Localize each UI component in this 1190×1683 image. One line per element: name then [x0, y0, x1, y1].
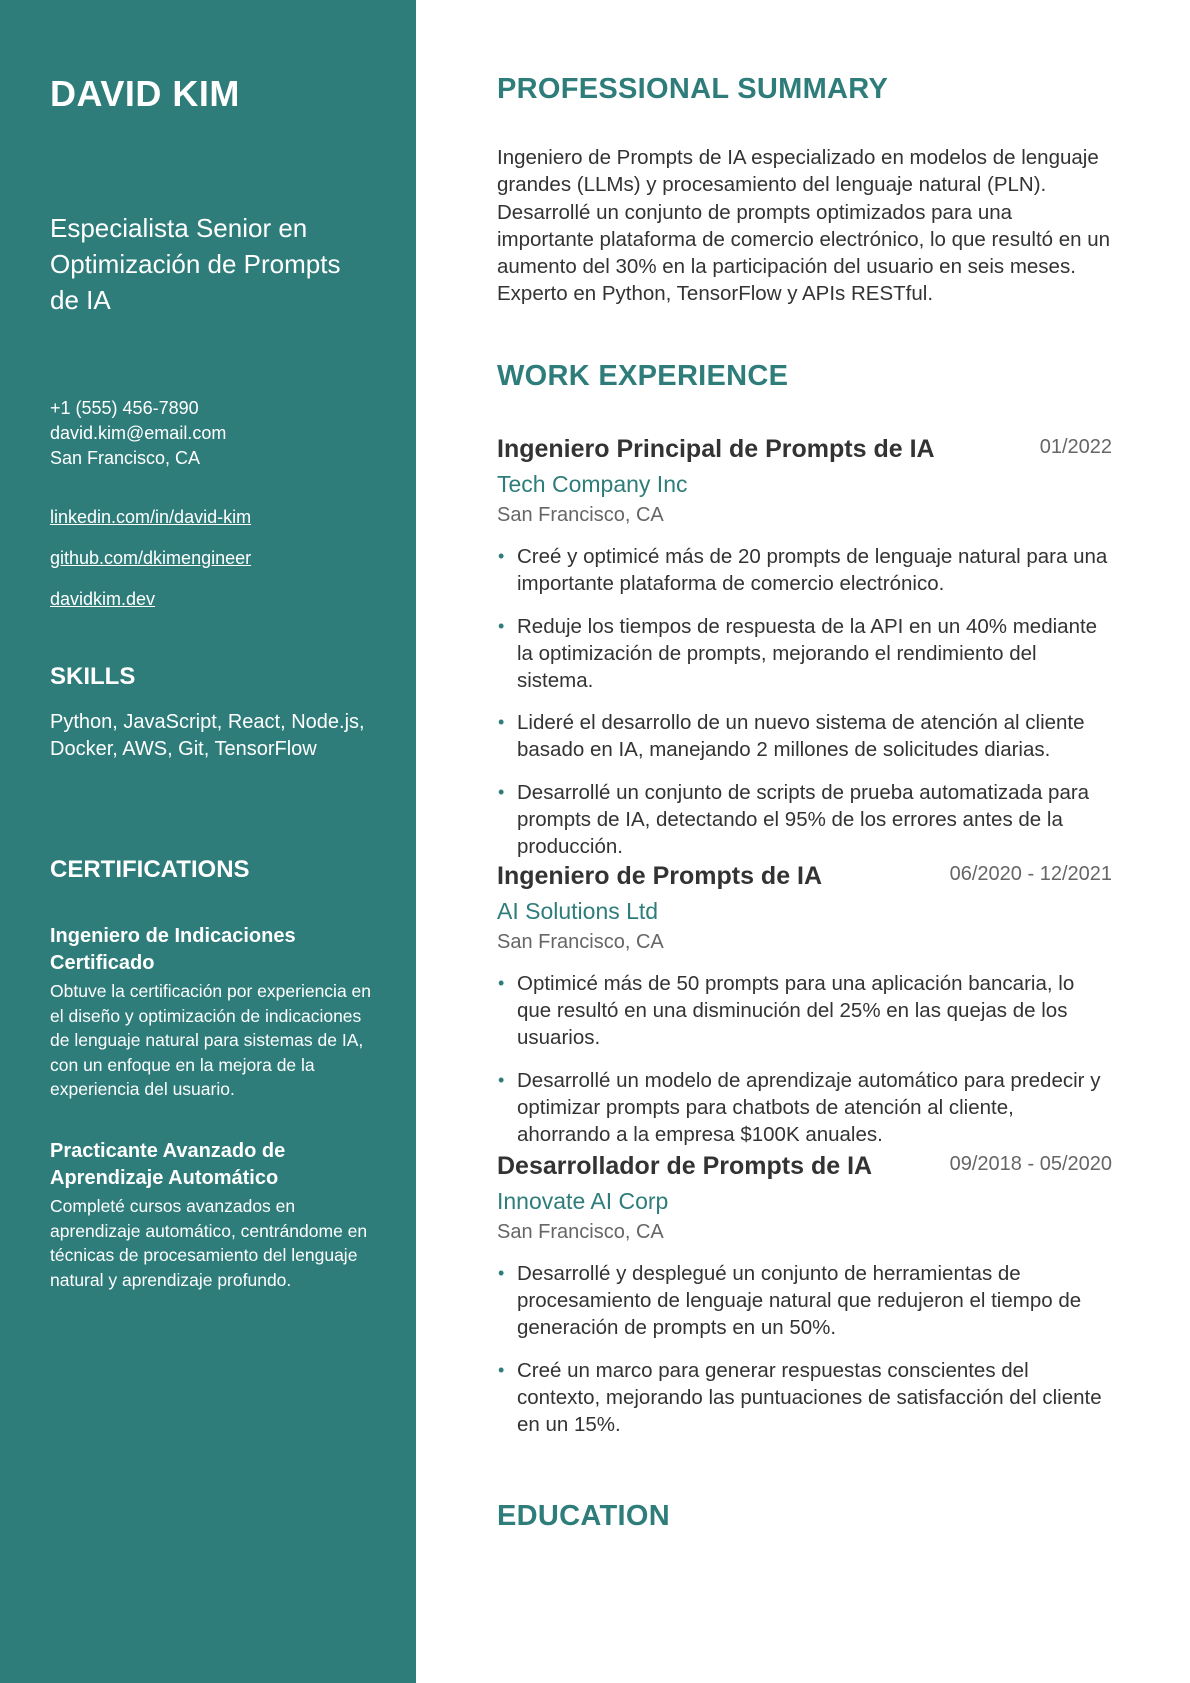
job-entry — [497, 859, 1112, 1163]
certifications-heading: CERTIFICATIONS — [50, 856, 250, 883]
bullet-icon: • — [498, 615, 505, 636]
email-address: david.kim@email.com — [50, 423, 227, 443]
job-bullet: • Desarrollé un modelo de aprendizaje automático para predecir y optimizar prompts para chatbots de atención al cliente, ahorrando a la empresa $100K anuales. — [498, 1068, 1101, 1146]
bullet-icon: • — [498, 1359, 505, 1380]
sidebar — [0, 0, 416, 1683]
linkedin-link[interactable]: linkedin.com/in/david-kim — [50, 507, 252, 527]
experience-heading: WORK EXPERIENCE — [497, 360, 789, 392]
job-bullet: • Creé y optimicé más de 20 prompts de lenguaje natural para una importante plataforma de comercio electrónico. — [498, 545, 1108, 595]
job-company: AI Solutions Ltd — [497, 898, 659, 924]
job-bullet: • Creé un marco para generar respuestas conscientes del contexto, mejorando las puntuaciones de satisfacción del cliente en un 15%. — [498, 1358, 1102, 1436]
summary-heading: PROFESSIONAL SUMMARY — [497, 73, 889, 105]
phone-number: +1 (555) 456-7890 — [50, 398, 199, 418]
location: San Francisco, CA — [50, 448, 201, 468]
job-bullets — [497, 543, 1112, 860]
profile-links — [50, 505, 251, 628]
summary-text: Ingeniero de Prompts de IA especializado en modelos de lenguaje grandes (LLMs) y procesamiento del lenguaje natural (PLN). Desarrollé un conjunto de prompts optimizados para una importante plataforma de comercio electrónico, lo que resultó en un aumento del 30% en la participación del usuario en seis meses. Experto en Python, TensorFlow y APIs RESTful. — [497, 146, 1111, 306]
job-entry — [497, 432, 1112, 875]
job-company: Tech Company Inc — [497, 471, 688, 497]
job-bullet: • Reduje los tiempos de respuesta de la API en un 40% mediante la optimización de prompts, mejorando el rendimiento del sistema. — [498, 614, 1098, 692]
job-date: 01/2022 — [1039, 436, 1112, 458]
certification-description: Completé cursos avanzados en aprendizaje automático, centrándome en técnicas de procesamiento del lenguaje natural y aprendizaje profundo. — [50, 1196, 368, 1290]
certification-title: Practicante Avanzado de Aprendizaje Automático — [50, 1140, 286, 1189]
website-link[interactable]: davidkim.dev — [50, 589, 156, 609]
job-date: 09/2018 - 05/2020 — [949, 1153, 1112, 1175]
job-title: Ingeniero de Prompts de IA — [497, 862, 823, 890]
job-bullet: • Lideré el desarrollo de un nuevo sistema de atención al cliente basado en IA, manejando 2 millones de solicitudes diarias. — [498, 711, 1085, 761]
github-link[interactable]: github.com/dkimengineer — [50, 548, 252, 568]
job-company: Innovate AI Corp — [497, 1188, 669, 1214]
job-bullets — [497, 970, 1112, 1148]
certification-description: Obtuve la certificación por experiencia en el diseño y optimización de indicaciones de lenguaje natural para sistemas de IA, con un enfoque en la mejora de la experiencia del usuario. — [50, 981, 372, 1099]
job-title: Desarrollador de Prompts de IA — [497, 1152, 873, 1180]
bullet-icon: • — [498, 1263, 505, 1283]
job-location: San Francisco, CA — [497, 504, 664, 526]
skills-list: Python, JavaScript, React, Node.js, Docker, AWS, Git, TensorFlow — [50, 711, 365, 760]
job-bullet: • Optimicé más de 50 prompts para una aplicación bancaria, lo que resultó en una disminución del 25% en las quejas de los usuarios. — [498, 972, 1075, 1049]
certification-title: Ingeniero de Indicaciones Certificado — [50, 925, 296, 974]
job-entry — [497, 1149, 1112, 1453]
candidate-headline: Especialista Senior en Optimización de Prompts de IA — [50, 213, 341, 315]
job-date: 06/2020 - 12/2021 — [949, 863, 1112, 885]
bullet-icon: • — [498, 546, 505, 566]
bullet-icon: • — [498, 973, 505, 993]
education-heading: EDUCATION — [497, 1500, 670, 1532]
bullet-icon: • — [498, 712, 505, 732]
bullet-icon: • — [498, 1069, 505, 1090]
certification-item — [50, 923, 375, 1102]
contact-info — [50, 396, 226, 471]
skills-heading: SKILLS — [50, 663, 136, 690]
job-bullets — [497, 1260, 1112, 1438]
certification-item — [50, 1138, 375, 1292]
job-bullet: • Desarrollé un conjunto de scripts de prueba automatizada para prompts de IA, detectando el 95% de los errores antes de la producción. — [498, 780, 1090, 858]
job-location: San Francisco, CA — [497, 1221, 664, 1243]
job-bullet: • Desarrollé y desplegué un conjunto de herramientas de procesamiento de lenguaje natural que redujeron el tiempo de generación de prompts en un 50%. — [498, 1262, 1082, 1339]
job-title: Ingeniero Principal de Prompts de IA — [497, 435, 935, 463]
candidate-name: DAVID KIM — [50, 73, 240, 114]
bullet-icon: • — [498, 781, 505, 802]
job-location: San Francisco, CA — [497, 931, 664, 953]
